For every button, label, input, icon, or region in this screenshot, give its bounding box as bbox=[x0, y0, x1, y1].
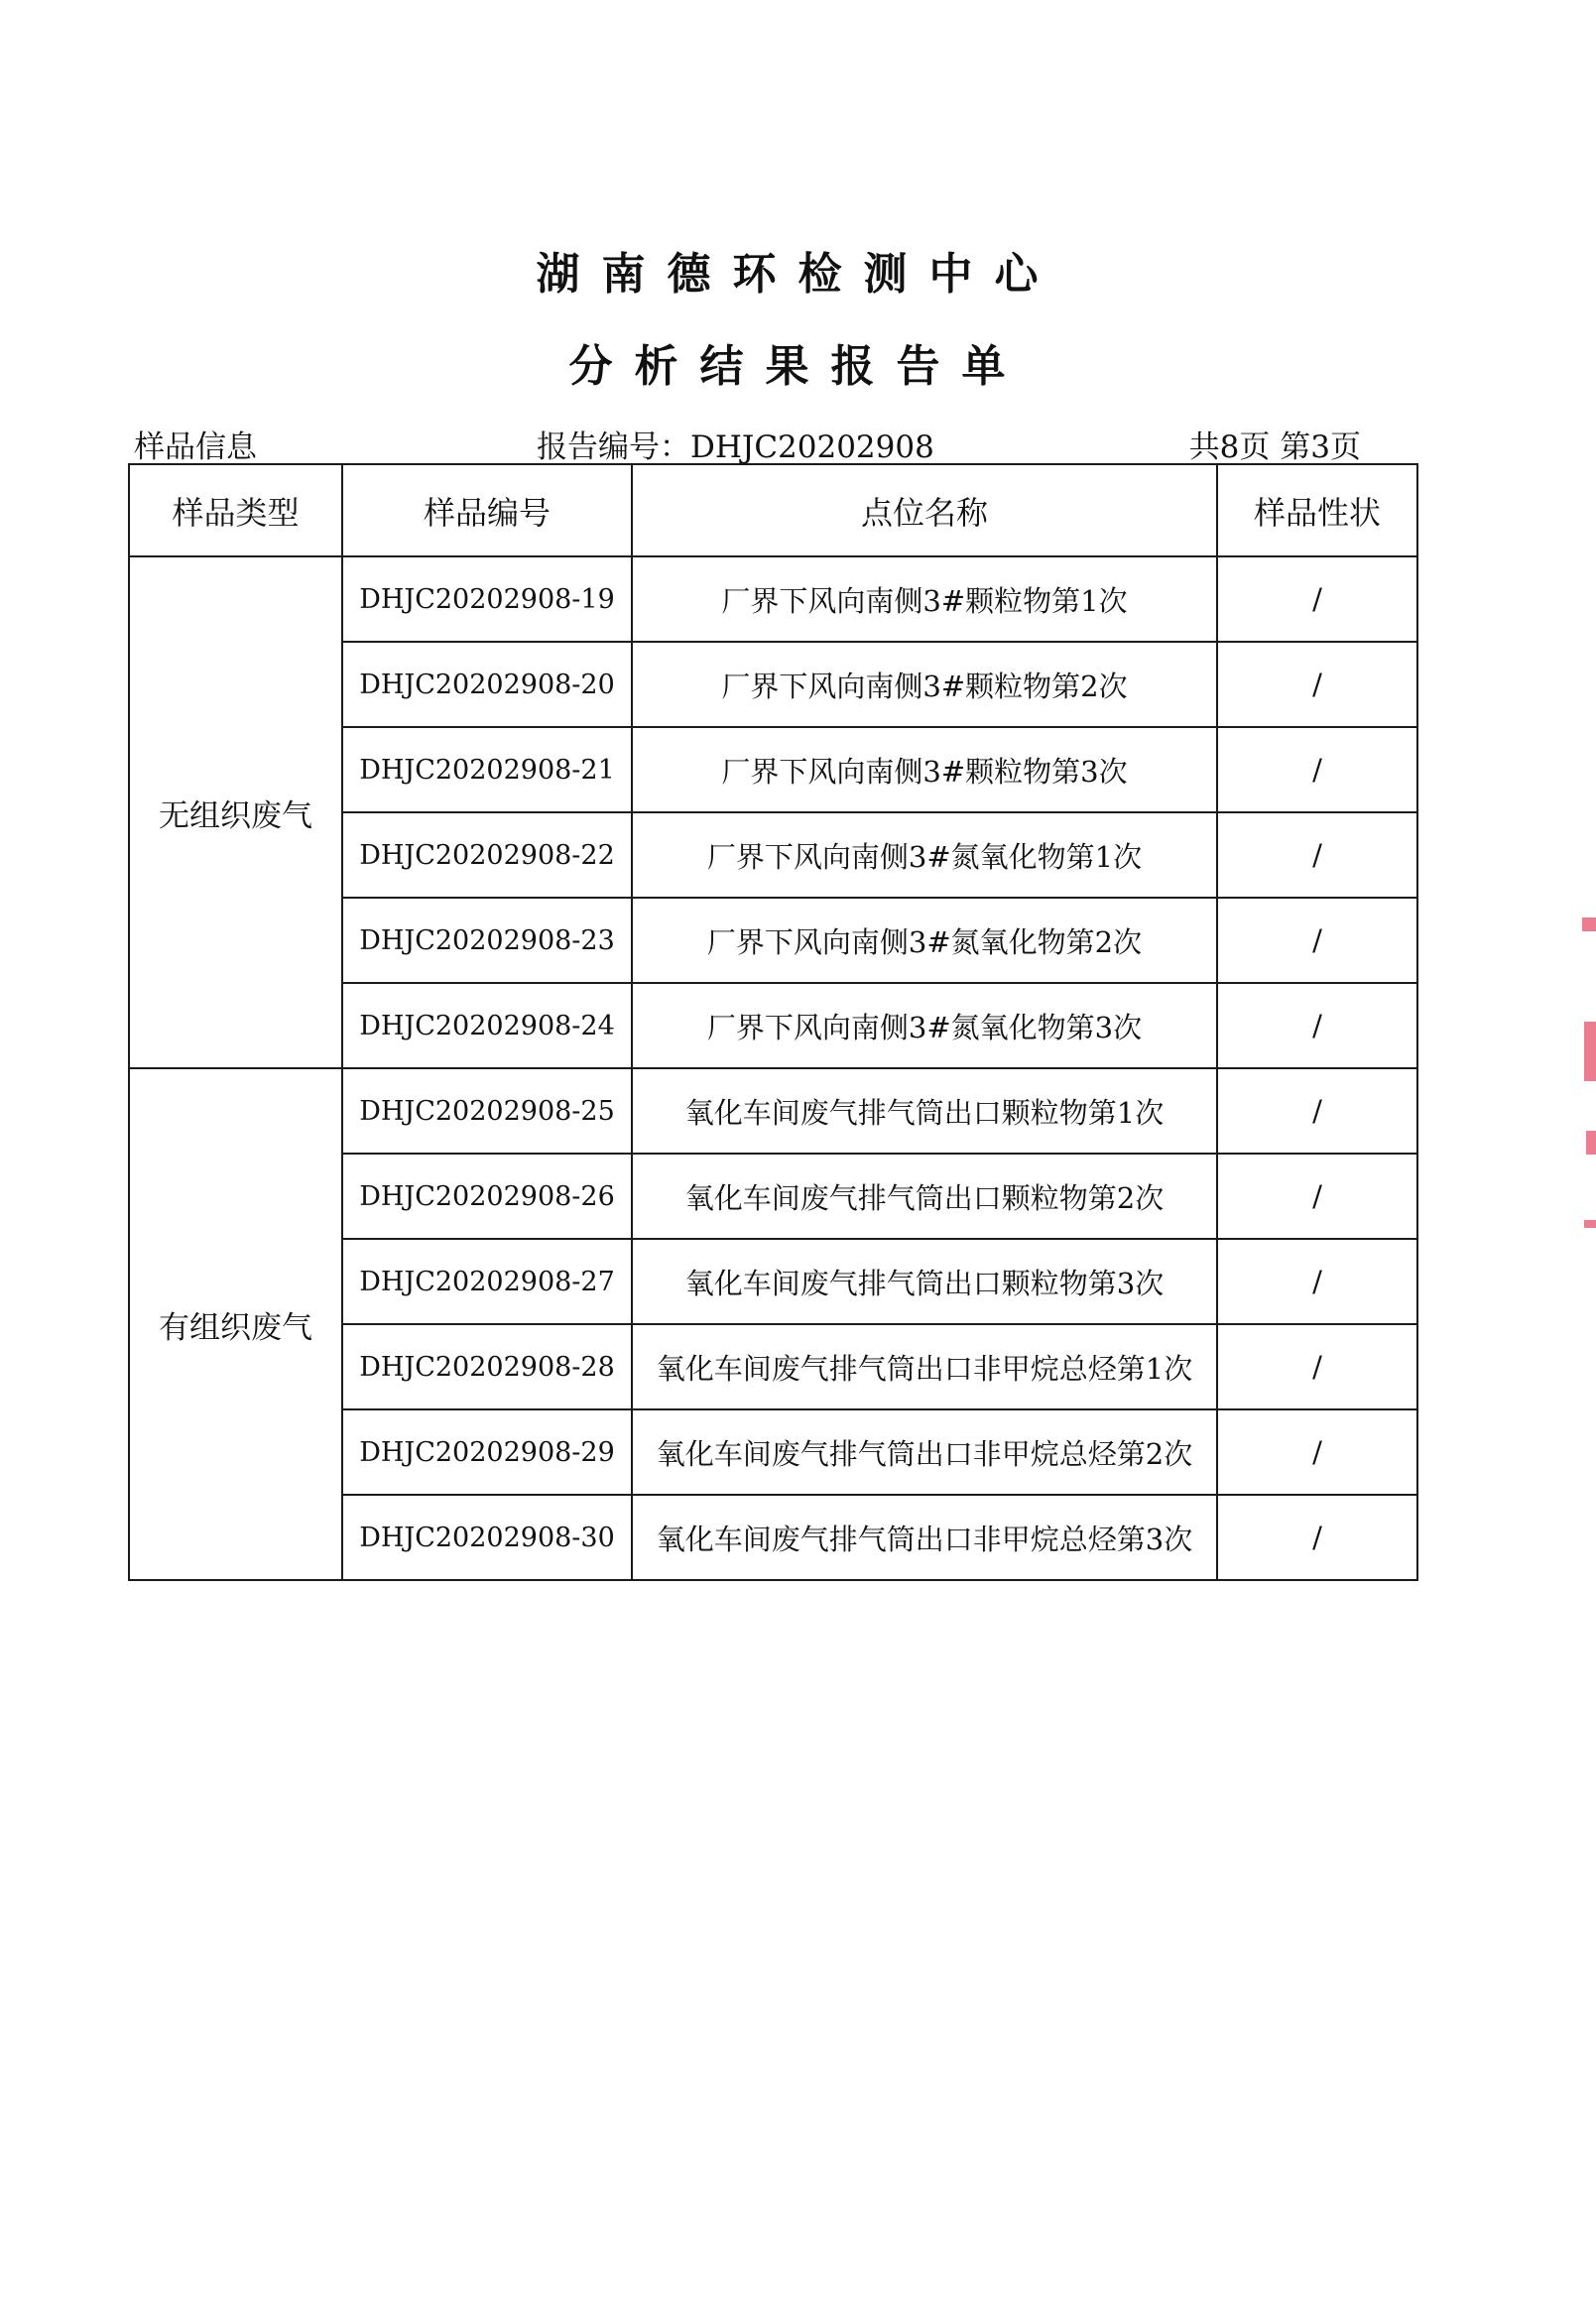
sample-state-cell: / bbox=[1217, 812, 1417, 898]
location-name-cell: 厂界下风向南侧3#颗粒物第1次 bbox=[632, 556, 1217, 642]
sample-code-cell: DHJC20202908-20 bbox=[342, 642, 632, 727]
report-number: 报告编号：DHJC20202908 bbox=[537, 429, 934, 465]
sample-code-cell: DHJC20202908-29 bbox=[342, 1409, 632, 1495]
sample-state-cell: / bbox=[1217, 1068, 1417, 1154]
location-name-cell: 厂界下风向南侧3#氮氧化物第1次 bbox=[632, 812, 1217, 898]
column-header-type: 样品类型 bbox=[129, 464, 342, 556]
location-name-cell: 氧化车间废气排气筒出口非甲烷总烃第1次 bbox=[632, 1324, 1217, 1409]
sample-info-table bbox=[128, 463, 1418, 1581]
location-name-cell: 氧化车间废气排气筒出口非甲烷总烃第2次 bbox=[632, 1409, 1217, 1495]
sample-state-cell: / bbox=[1217, 1324, 1417, 1409]
location-name-cell: 氧化车间废气排气筒出口颗粒物第3次 bbox=[632, 1239, 1217, 1324]
sample-code-cell: DHJC20202908-21 bbox=[342, 727, 632, 812]
sample-state-cell: / bbox=[1217, 642, 1417, 727]
table-row bbox=[129, 1068, 1417, 1154]
sample-type-cell: 有组织废气 bbox=[129, 1068, 342, 1580]
sample-state-cell: / bbox=[1217, 898, 1417, 983]
seal-stamp-fragment bbox=[1584, 1220, 1596, 1228]
info-line bbox=[132, 422, 1418, 465]
org-name: 湖南德环检测中心 bbox=[536, 249, 1060, 300]
location-name-cell: 氧化车间废气排气筒出口颗粒物第2次 bbox=[632, 1154, 1217, 1239]
sample-code-cell: DHJC20202908-27 bbox=[342, 1239, 632, 1324]
sample-code-cell: DHJC20202908-28 bbox=[342, 1324, 632, 1409]
location-name-cell: 厂界下风向南侧3#颗粒物第2次 bbox=[632, 642, 1217, 727]
seal-stamp-fragment bbox=[1586, 1131, 1596, 1155]
sample-code-cell: DHJC20202908-23 bbox=[342, 898, 632, 983]
sample-state-cell: / bbox=[1217, 727, 1417, 812]
seal-stamp-fragment bbox=[1584, 1022, 1596, 1081]
location-name-cell: 厂界下风向南侧3#颗粒物第3次 bbox=[632, 727, 1217, 812]
location-name-cell: 厂界下风向南侧3#氮氧化物第2次 bbox=[632, 898, 1217, 983]
sample-code-cell: DHJC20202908-19 bbox=[342, 556, 632, 642]
sample-state-cell: / bbox=[1217, 1409, 1417, 1495]
sample-state-cell: / bbox=[1217, 983, 1417, 1068]
section-label: 样品信息 bbox=[134, 429, 257, 465]
seal-stamp-fragment bbox=[1582, 917, 1596, 931]
sample-code-cell: DHJC20202908-24 bbox=[342, 983, 632, 1068]
page-indicator: 共8页 第3页 bbox=[1188, 429, 1361, 465]
sample-code-cell: DHJC20202908-25 bbox=[342, 1068, 632, 1154]
sample-state-cell: / bbox=[1217, 556, 1417, 642]
sample-state-cell: / bbox=[1217, 1239, 1417, 1324]
column-header-code: 样品编号 bbox=[342, 464, 632, 556]
location-name-cell: 厂界下风向南侧3#氮氧化物第3次 bbox=[632, 983, 1217, 1068]
table-header-row bbox=[129, 464, 1417, 556]
sample-code-cell: DHJC20202908-26 bbox=[342, 1154, 632, 1239]
column-header-location: 点位名称 bbox=[632, 464, 1217, 556]
location-name-cell: 氧化车间废气排气筒出口颗粒物第1次 bbox=[632, 1068, 1217, 1154]
sample-code-cell: DHJC20202908-22 bbox=[342, 812, 632, 898]
column-header-state: 样品性状 bbox=[1217, 464, 1417, 556]
sample-code-cell: DHJC20202908-30 bbox=[342, 1495, 632, 1580]
sample-type-cell: 无组织废气 bbox=[129, 556, 342, 1068]
sample-state-cell: / bbox=[1217, 1154, 1417, 1239]
table-row bbox=[129, 556, 1417, 642]
sample-state-cell: / bbox=[1217, 1495, 1417, 1580]
location-name-cell: 氧化车间废气排气筒出口非甲烷总烃第3次 bbox=[632, 1495, 1217, 1580]
report-title: 分析结果报告单 bbox=[568, 341, 1028, 392]
